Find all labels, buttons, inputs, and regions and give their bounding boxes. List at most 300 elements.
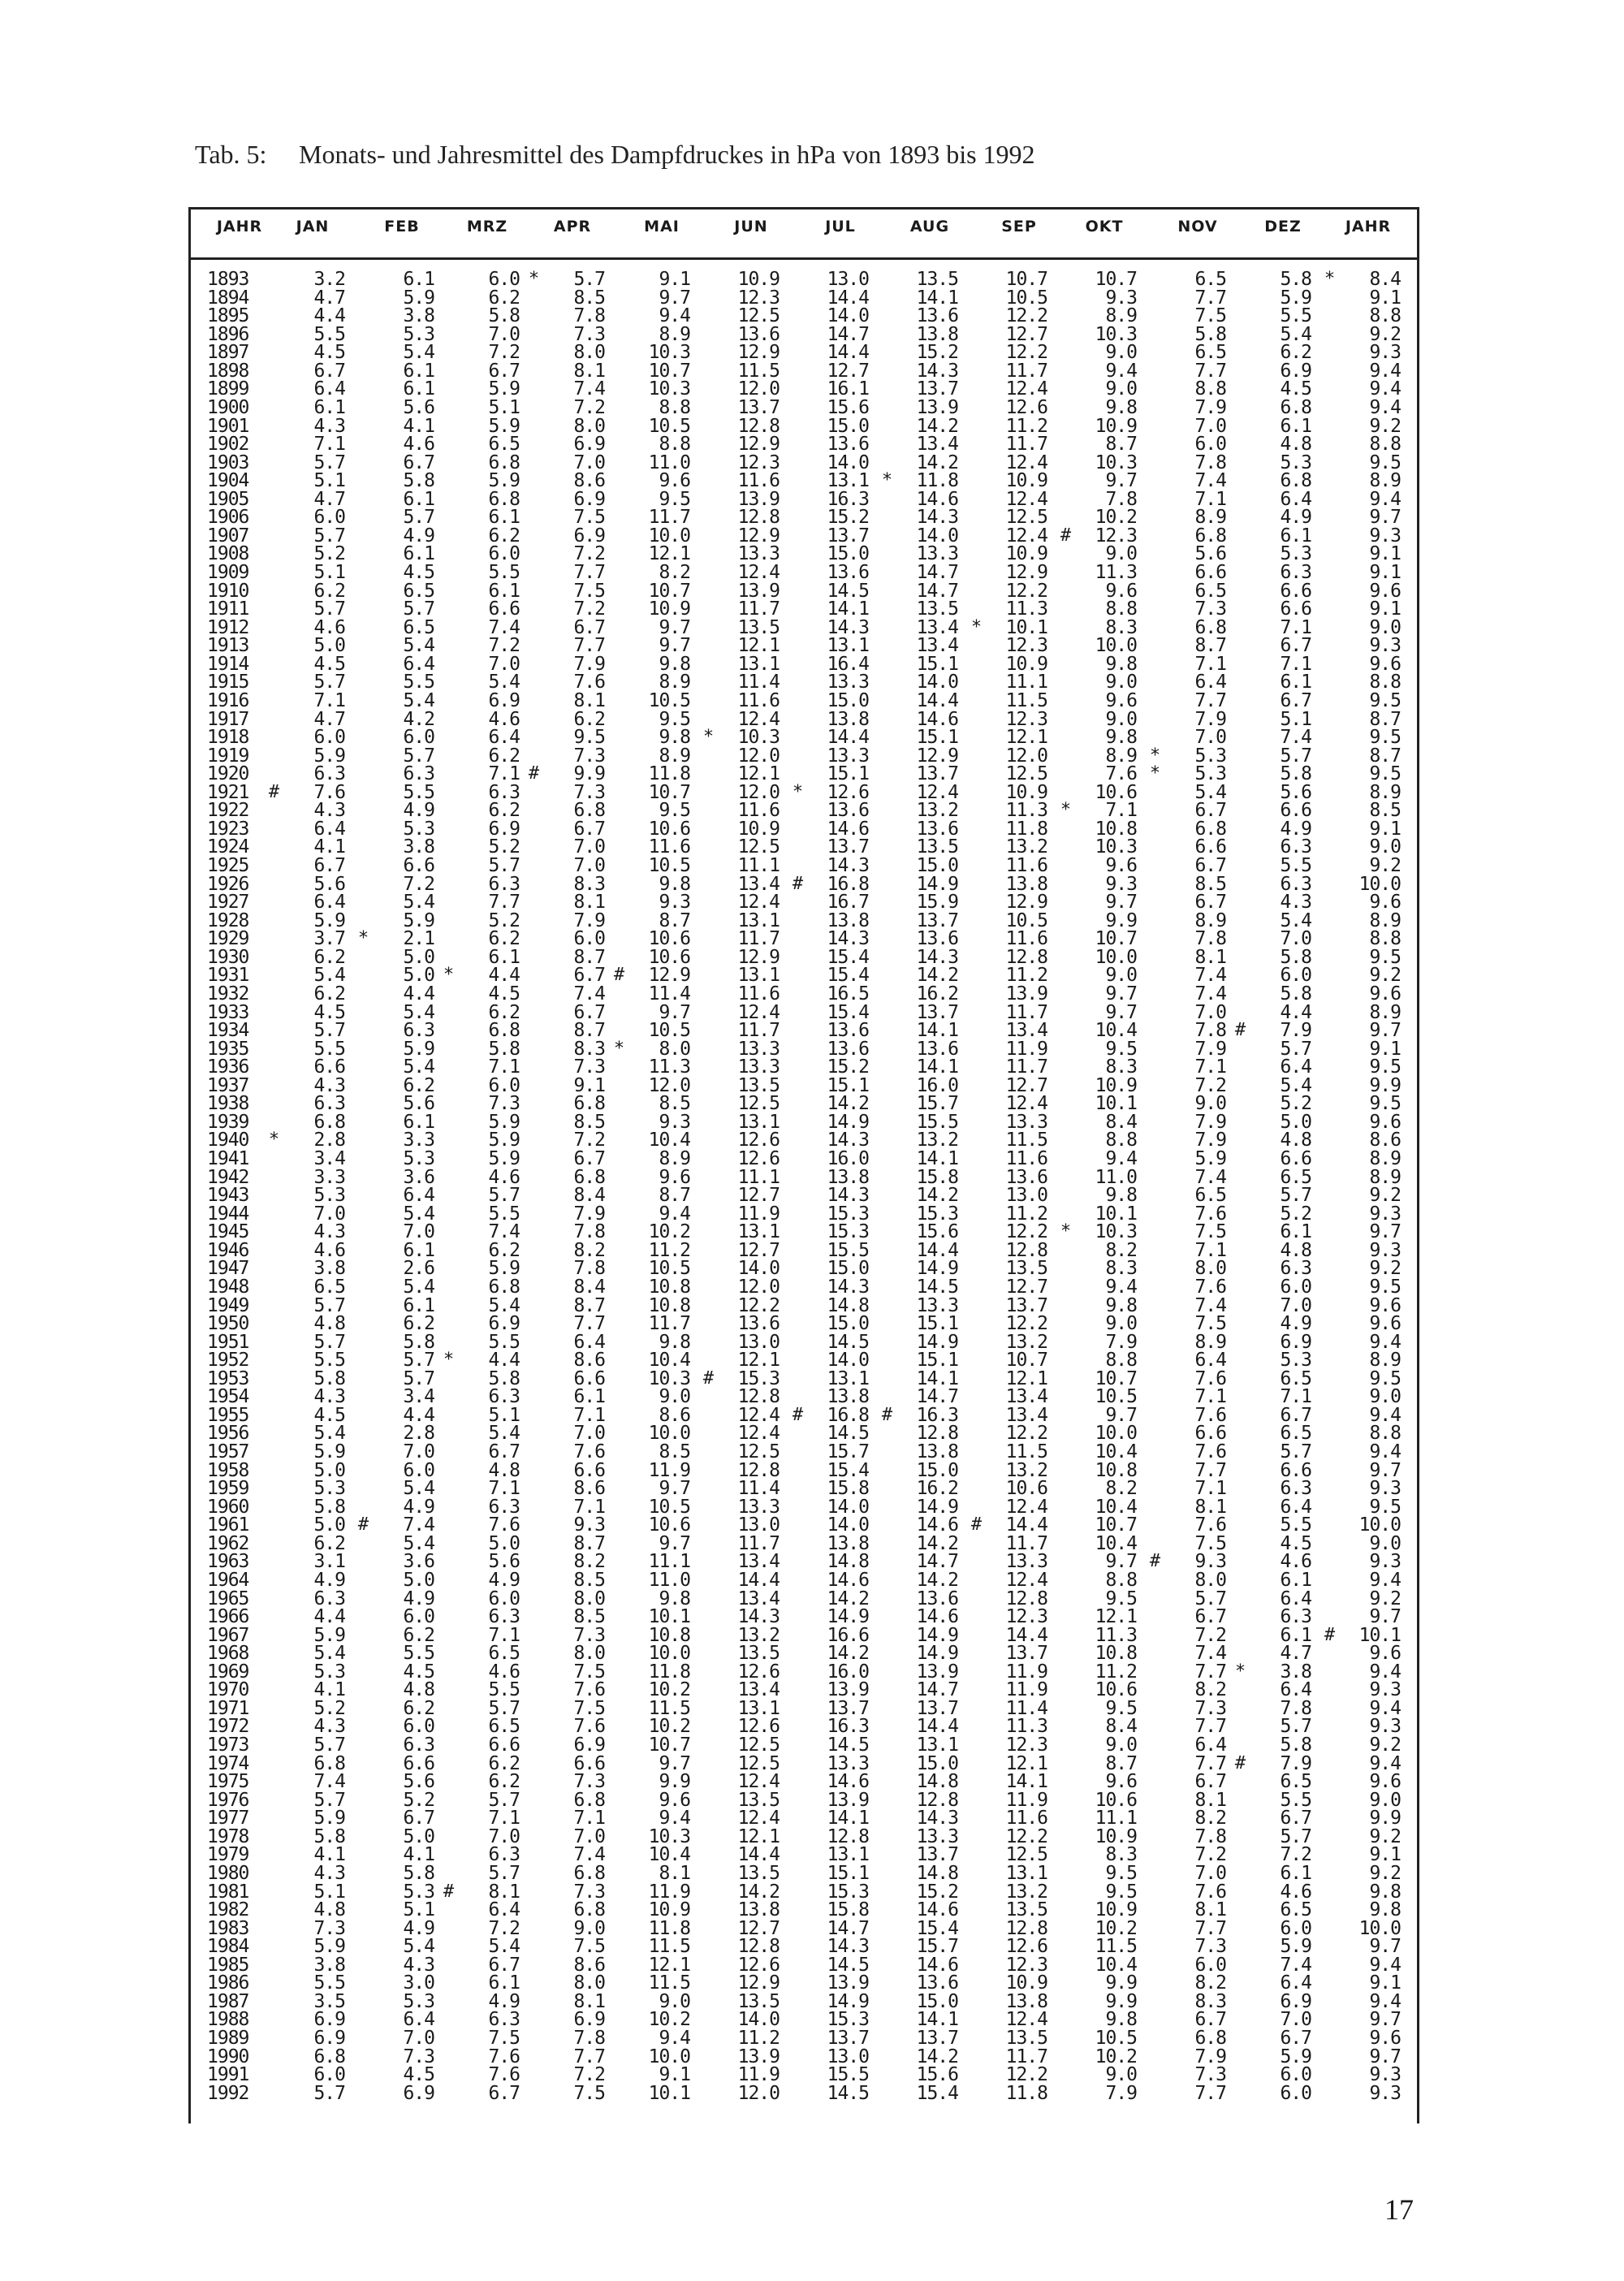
- value-cell: 5.2: [488, 909, 520, 931]
- value-cell: 9.7: [659, 1478, 690, 1500]
- table-row: [0, 765, 1624, 784]
- value-cell: 13.4: [737, 1679, 780, 1701]
- page-number: 17: [1384, 2193, 1414, 2226]
- value-cell: 6.7: [1194, 1606, 1226, 1628]
- value-cell: 8.3: [1105, 616, 1137, 638]
- value-cell: 9.7: [1369, 1936, 1401, 1958]
- table-row: [0, 508, 1624, 527]
- table-body: [0, 270, 1624, 2102]
- value-cell: 6.2: [313, 946, 345, 968]
- value-cell: 5.8: [403, 1331, 434, 1353]
- value-cell: 3.1: [313, 1551, 345, 1573]
- value-cell: 15.1: [916, 727, 958, 749]
- value-cell: 12.7: [737, 1185, 780, 1207]
- value-cell: 12.6: [1005, 1936, 1047, 1958]
- value-cell: 9.2: [1369, 415, 1401, 437]
- value-cell: 10.2: [648, 2009, 690, 2031]
- year-cell: 1944: [207, 1203, 249, 1225]
- value-cell: 11.8: [1005, 818, 1047, 840]
- value-cell: 5.4: [403, 1532, 434, 1554]
- value-cell: 5.0: [403, 1825, 434, 1847]
- value-cell: 3.7: [313, 928, 345, 950]
- value-cell: 11.4: [648, 983, 690, 1004]
- value-cell: 5.4: [403, 342, 434, 364]
- value-cell: 9.1: [1369, 818, 1401, 840]
- value-cell: 5.7: [313, 1789, 345, 1811]
- value-cell: 14.1: [916, 287, 958, 309]
- value-cell: 13.7: [916, 2028, 958, 2049]
- value-cell: 7.0: [488, 653, 520, 675]
- value-cell: 8.8: [1105, 598, 1137, 620]
- value-cell: 10.9: [1005, 1972, 1047, 1994]
- value-cell: 4.4: [403, 1404, 434, 1426]
- value-cell: 6.0: [1194, 434, 1226, 456]
- value-cell: 8.1: [488, 1881, 520, 1903]
- value-cell: 5.7: [313, 525, 345, 546]
- value-cell: 4.9: [403, 525, 434, 546]
- value-cell: 9.6: [659, 470, 690, 492]
- table-row: [0, 1058, 1624, 1077]
- value-cell: 7.0: [1280, 928, 1311, 950]
- value-cell: 13.9: [1005, 983, 1047, 1004]
- value-cell: 5.9: [313, 1624, 345, 1646]
- value-cell: 6.0: [488, 269, 520, 290]
- table-row: [0, 747, 1624, 766]
- value-cell: 5.9: [488, 415, 520, 437]
- year-cell: 1971: [207, 1697, 249, 1719]
- value-cell: 6.7: [573, 616, 605, 638]
- value-cell: 8.9: [1369, 1001, 1401, 1023]
- table-row: [0, 490, 1624, 509]
- value-cell: 16.4: [827, 653, 869, 675]
- value-cell: 9.3: [1369, 1679, 1401, 1701]
- value-cell: 5.3: [1194, 745, 1226, 767]
- value-cell: 7.0: [573, 855, 605, 876]
- value-cell: 14.0: [827, 1350, 869, 1372]
- value-cell: 11.6: [1005, 1148, 1047, 1169]
- value-cell: 7.4: [1194, 1166, 1226, 1188]
- value-cell: 9.6: [1105, 855, 1137, 876]
- asterisk-mark: *: [792, 781, 803, 802]
- value-cell: 7.9: [1194, 396, 1226, 418]
- value-cell: 7.7: [573, 1313, 605, 1335]
- value-cell: 4.9: [313, 1569, 345, 1591]
- table-row: [0, 1424, 1624, 1443]
- value-cell: 12.6: [737, 1148, 780, 1169]
- value-cell: 9.4: [1369, 1404, 1401, 1426]
- value-cell: 9.4: [1369, 1752, 1401, 1774]
- value-cell: 11.3: [1005, 1716, 1047, 1738]
- value-cell: 6.5: [1280, 1423, 1311, 1445]
- value-cell: 9.3: [1369, 525, 1401, 546]
- value-cell: 10.9: [648, 598, 690, 620]
- value-cell: 9.0: [1369, 616, 1401, 638]
- value-cell: 10.4: [648, 1130, 690, 1151]
- value-cell: 7.2: [488, 1917, 520, 1939]
- table-row: [0, 1294, 1624, 1316]
- value-cell: 11.0: [1095, 1166, 1137, 1188]
- value-cell: 5.6: [313, 873, 345, 895]
- value-cell: 6.3: [313, 1093, 345, 1115]
- value-cell: 8.3: [573, 873, 605, 895]
- value-cell: 5.7: [488, 1185, 520, 1207]
- value-cell: 6.4: [313, 892, 345, 914]
- value-cell: 8.9: [1369, 909, 1401, 931]
- value-cell: 8.1: [1194, 1899, 1226, 1921]
- value-cell: 12.4: [737, 562, 780, 583]
- value-cell: 13.4: [1005, 1020, 1047, 1042]
- value-cell: 12.0: [737, 2082, 780, 2104]
- year-cell: 1931: [207, 965, 249, 987]
- value-cell: 14.6: [916, 488, 958, 510]
- value-cell: 7.6: [1194, 1514, 1226, 1536]
- value-cell: 8.6: [573, 470, 605, 492]
- value-cell: 7.1: [1105, 800, 1137, 822]
- value-cell: 6.8: [573, 1789, 605, 1811]
- value-cell: 13.4: [1005, 1404, 1047, 1426]
- value-cell: 13.6: [737, 1313, 780, 1335]
- value-cell: 7.8: [573, 1221, 605, 1243]
- value-cell: 10.3: [648, 378, 690, 400]
- value-cell: 5.6: [403, 1771, 434, 1793]
- value-cell: 5.4: [313, 1643, 345, 1665]
- table-row: [0, 1040, 1624, 1059]
- value-cell: 4.3: [313, 1862, 345, 1884]
- value-cell: 6.8: [488, 451, 520, 473]
- value-cell: 5.5: [1280, 1514, 1311, 1536]
- column-header: MRZ: [466, 218, 508, 235]
- table-row: [0, 323, 1624, 345]
- value-cell: 6.8: [1194, 525, 1226, 546]
- value-cell: 5.8: [1280, 983, 1311, 1004]
- value-cell: 5.2: [1280, 1203, 1311, 1225]
- value-cell: 13.8: [737, 1899, 780, 1921]
- value-cell: 15.4: [827, 965, 869, 987]
- value-cell: 9.6: [1369, 1294, 1401, 1316]
- value-cell: 5.3: [403, 818, 434, 840]
- value-cell: 9.2: [1369, 1735, 1401, 1756]
- value-cell: 4.5: [488, 983, 520, 1004]
- value-cell: 15.9: [916, 892, 958, 914]
- table-row: [0, 527, 1624, 546]
- table-row: [0, 1150, 1624, 1169]
- value-cell: 10.0: [1095, 946, 1137, 968]
- value-cell: 12.2: [1005, 305, 1047, 327]
- value-cell: 11.6: [648, 836, 690, 858]
- value-cell: 6.6: [573, 1367, 605, 1389]
- value-cell: 15.0: [827, 689, 869, 711]
- value-cell: 14.7: [916, 1679, 958, 1701]
- year-cell: 1957: [207, 1441, 249, 1462]
- value-cell: 7.7: [1194, 1716, 1226, 1738]
- value-cell: 8.4: [573, 1185, 605, 1207]
- value-cell: 6.7: [1194, 800, 1226, 822]
- value-cell: 9.5: [1369, 689, 1401, 711]
- table-row: [0, 2048, 1624, 2067]
- value-cell: 8.0: [573, 1972, 605, 1994]
- value-cell: 4.3: [313, 800, 345, 822]
- value-cell: 11.7: [1005, 1056, 1047, 1078]
- value-cell: 10.4: [1095, 1532, 1137, 1554]
- value-cell: 9.7: [1369, 2046, 1401, 2067]
- value-cell: 4.5: [313, 653, 345, 675]
- value-cell: 4.4: [313, 305, 345, 327]
- table-row: [0, 1883, 1624, 1902]
- year-cell: 1915: [207, 672, 249, 693]
- value-cell: 6.8: [1280, 396, 1311, 418]
- value-cell: 9.1: [1369, 598, 1401, 620]
- value-cell: 10.5: [1095, 1386, 1137, 1408]
- value-cell: 4.5: [313, 342, 345, 364]
- value-cell: 11.0: [648, 1569, 690, 1591]
- table-row: [0, 1278, 1624, 1297]
- value-cell: 9.3: [1105, 873, 1137, 895]
- value-cell: 10.0: [1095, 1423, 1137, 1445]
- value-cell: 5.7: [403, 1350, 434, 1372]
- value-cell: 12.4: [916, 781, 958, 803]
- value-cell: 2.8: [313, 1130, 345, 1151]
- value-cell: 11.2: [648, 1239, 690, 1261]
- value-cell: 6.2: [488, 1752, 520, 1774]
- value-cell: 7.4: [1194, 965, 1226, 987]
- value-cell: 12.4: [1005, 2009, 1047, 2031]
- value-cell: 5.7: [1280, 745, 1311, 767]
- value-cell: 2.6: [403, 1258, 434, 1280]
- value-cell: 9.3: [1369, 2082, 1401, 2104]
- value-cell: 9.2: [1369, 1825, 1401, 1847]
- value-cell: 7.9: [1105, 2082, 1137, 2104]
- value-cell: 14.1: [827, 598, 869, 620]
- value-cell: 9.5: [1369, 1496, 1401, 1518]
- value-cell: 5.7: [313, 1331, 345, 1353]
- value-cell: 5.4: [488, 1294, 520, 1316]
- value-cell: 13.7: [737, 396, 780, 418]
- value-cell: 6.4: [1280, 1588, 1311, 1609]
- value-cell: 6.4: [403, 2009, 434, 2031]
- table-row: [0, 708, 1624, 730]
- value-cell: 6.1: [403, 1294, 434, 1316]
- value-cell: 13.7: [916, 763, 958, 785]
- value-cell: 16.0: [827, 1661, 869, 1683]
- value-cell: 11.9: [648, 1459, 690, 1481]
- value-cell: 10.6: [648, 928, 690, 950]
- value-cell: 6.9: [488, 818, 520, 840]
- value-cell: 13.0: [737, 1514, 780, 1536]
- value-cell: 7.8: [1280, 1697, 1311, 1719]
- value-cell: 13.7: [916, 909, 958, 931]
- value-cell: 6.8: [573, 1166, 605, 1188]
- value-cell: 14.6: [916, 1514, 958, 1536]
- value-cell: 5.1: [488, 1404, 520, 1426]
- value-cell: 8.1: [573, 689, 605, 711]
- value-cell: 7.4: [1194, 1294, 1226, 1316]
- value-cell: 14.3: [916, 946, 958, 968]
- value-cell: 6.1: [488, 507, 520, 529]
- value-cell: 6.5: [403, 616, 434, 638]
- value-cell: 15.3: [827, 2009, 869, 2031]
- value-cell: 14.6: [916, 1899, 958, 1921]
- value-cell: 9.3: [1105, 287, 1137, 309]
- value-cell: 13.6: [827, 434, 869, 456]
- table-row: [0, 1498, 1624, 1517]
- value-cell: 15.2: [827, 1056, 869, 1078]
- value-cell: 6.6: [573, 1459, 605, 1481]
- value-cell: 9.0: [1105, 672, 1137, 693]
- value-cell: 6.2: [403, 1074, 434, 1096]
- value-cell: 4.3: [313, 1221, 345, 1243]
- value-cell: 10.7: [1005, 269, 1047, 290]
- asterisk-mark: *: [357, 928, 369, 949]
- value-cell: 9.2: [1369, 965, 1401, 987]
- value-cell: 9.4: [1369, 1441, 1401, 1462]
- value-cell: 13.7: [916, 1697, 958, 1719]
- value-cell: 6.8: [1194, 2028, 1226, 2049]
- value-cell: 15.5: [827, 1239, 869, 1261]
- column-header: JUL: [825, 218, 856, 235]
- value-cell: 10.3: [648, 342, 690, 364]
- value-cell: 6.2: [488, 1771, 520, 1793]
- value-cell: 6.7: [573, 965, 605, 987]
- value-cell: 10.6: [648, 946, 690, 968]
- value-cell: 15.4: [827, 1459, 869, 1481]
- value-cell: 7.1: [488, 763, 520, 785]
- value-cell: 6.8: [1280, 470, 1311, 492]
- value-cell: 9.3: [659, 1111, 690, 1133]
- table-row: [0, 1166, 1624, 1188]
- year-cell: 1921: [207, 781, 249, 803]
- value-cell: 9.9: [1105, 1990, 1137, 2012]
- value-cell: 7.6: [1105, 763, 1137, 785]
- value-cell: 11.7: [1005, 1001, 1047, 1023]
- value-cell: 6.7: [1194, 2009, 1226, 2031]
- year-cell: 1930: [207, 946, 249, 968]
- value-cell: 12.4: [1005, 451, 1047, 473]
- year-cell: 1919: [207, 745, 249, 767]
- hash-mark: #: [702, 1367, 714, 1389]
- value-cell: 9.6: [1369, 2028, 1401, 2049]
- value-cell: 9.8: [1105, 1294, 1137, 1316]
- value-cell: 8.7: [573, 1294, 605, 1316]
- year-cell: 1907: [207, 525, 249, 546]
- value-cell: 13.7: [916, 378, 958, 400]
- value-cell: 7.9: [1105, 1331, 1137, 1353]
- table-row: [0, 396, 1624, 418]
- year-cell: 1977: [207, 1808, 249, 1830]
- value-cell: 3.8: [313, 1258, 345, 1280]
- value-cell: 12.2: [737, 1294, 780, 1316]
- value-cell: 9.9: [659, 1771, 690, 1793]
- value-cell: 11.9: [1005, 1679, 1047, 1701]
- table-row: [0, 307, 1624, 326]
- value-cell: 6.1: [403, 378, 434, 400]
- value-cell: 8.5: [573, 1569, 605, 1591]
- value-cell: 7.7: [1194, 1917, 1226, 1939]
- value-cell: 7.5: [1194, 1221, 1226, 1243]
- value-cell: 7.9: [1194, 2046, 1226, 2067]
- year-cell: 1938: [207, 1093, 249, 1115]
- table-row: [0, 600, 1624, 619]
- value-cell: 5.7: [403, 745, 434, 767]
- value-cell: 8.3: [1105, 1844, 1137, 1866]
- table-row: [0, 1074, 1624, 1096]
- value-cell: 8.0: [1194, 1258, 1226, 1280]
- table-header-rule: [188, 257, 1419, 260]
- year-cell: 1904: [207, 470, 249, 492]
- value-cell: 12.5: [1005, 763, 1047, 785]
- value-cell: 6.8: [1194, 818, 1226, 840]
- value-cell: 6.3: [488, 1844, 520, 1866]
- value-cell: 9.0: [1105, 2064, 1137, 2086]
- value-cell: 10.2: [1095, 2046, 1137, 2067]
- value-cell: 8.8: [1369, 434, 1401, 456]
- value-cell: 12.2: [1005, 2064, 1047, 2086]
- value-cell: 5.3: [403, 1990, 434, 2012]
- hash-mark: #: [792, 873, 803, 894]
- value-cell: 8.7: [1369, 708, 1401, 730]
- value-cell: 7.2: [403, 873, 434, 895]
- value-cell: 14.1: [827, 1808, 869, 1830]
- value-cell: 7.8: [573, 1258, 605, 1280]
- value-cell: 8.7: [573, 946, 605, 968]
- value-cell: 9.2: [1369, 1588, 1401, 1609]
- value-cell: 6.7: [573, 818, 605, 840]
- value-cell: 15.2: [827, 507, 869, 529]
- value-cell: 13.5: [916, 598, 958, 620]
- value-cell: 8.1: [573, 1990, 605, 2012]
- value-cell: 9.7: [1105, 892, 1137, 914]
- value-cell: 12.9: [916, 745, 958, 767]
- value-cell: 13.9: [737, 580, 780, 602]
- table-row: [0, 1113, 1624, 1132]
- value-cell: 7.8: [1194, 928, 1226, 950]
- value-cell: 4.8: [313, 1899, 345, 1921]
- value-cell: 6.1: [403, 543, 434, 565]
- value-cell: 13.8: [827, 1166, 869, 1188]
- value-cell: 12.8: [737, 507, 780, 529]
- value-cell: 3.8: [1280, 1661, 1311, 1683]
- value-cell: 9.6: [1369, 653, 1401, 675]
- year-cell: 1989: [207, 2028, 249, 2049]
- value-cell: 10.3: [1095, 836, 1137, 858]
- year-cell: 1968: [207, 1643, 249, 1665]
- value-cell: 6.2: [403, 1313, 434, 1335]
- value-cell: 11.7: [648, 1313, 690, 1335]
- value-cell: 8.7: [573, 1532, 605, 1554]
- table-row: [0, 1938, 1624, 1956]
- value-cell: 9.7: [1369, 2009, 1401, 2031]
- value-cell: 8.3: [573, 1038, 605, 1060]
- value-cell: 7.0: [403, 1221, 434, 1243]
- value-cell: 14.3: [827, 1185, 869, 1207]
- table-row: [0, 1752, 1624, 1774]
- value-cell: 4.6: [1280, 1881, 1311, 1903]
- value-cell: 9.4: [1369, 378, 1401, 400]
- value-cell: 7.3: [573, 323, 605, 345]
- value-cell: 13.4: [737, 1551, 780, 1573]
- value-cell: 9.7: [1369, 507, 1401, 529]
- year-cell: 1979: [207, 1844, 249, 1866]
- value-cell: 6.0: [488, 1588, 520, 1609]
- table-row: [0, 1809, 1624, 1828]
- value-cell: 11.5: [648, 1972, 690, 1994]
- value-cell: 9.0: [659, 1386, 690, 1408]
- value-cell: 5.9: [313, 1808, 345, 1830]
- value-cell: 9.8: [659, 1331, 690, 1353]
- value-cell: 12.4: [1005, 378, 1047, 400]
- hash-mark: #: [268, 781, 279, 802]
- value-cell: 16.0: [916, 1074, 958, 1096]
- value-cell: 13.0: [737, 1331, 780, 1353]
